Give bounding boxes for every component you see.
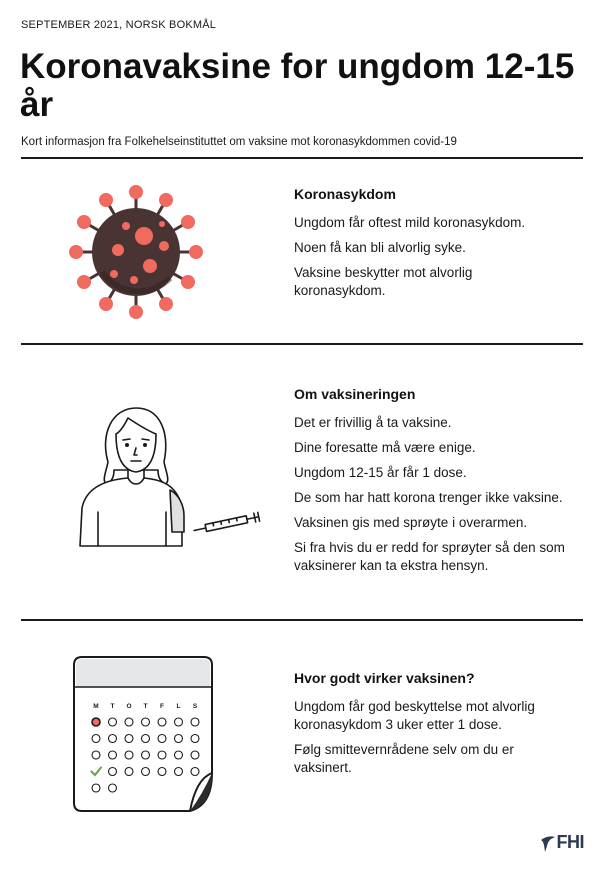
section-heading: Koronasykdom (294, 186, 396, 202)
section-paragraph: Noen få kan bli alvorlig syke. (294, 240, 466, 255)
section-om-vaksineringen (294, 386, 594, 582)
section-divider (21, 343, 583, 345)
calendar-day-marked (92, 718, 100, 726)
section-paragraph: De som har hatt korona trenger ikke vaksine. (294, 490, 563, 505)
section-paragraph: Vaksine beskytter mot alvorlig koronasykdom. (294, 265, 473, 298)
section-koronasykdom (294, 186, 594, 307)
calendar-weekday: T (110, 703, 115, 710)
section-paragraph: Ungdom 12-15 år får 1 dose. (294, 465, 467, 480)
section-heading: Hvor godt virker vaksinen? (294, 670, 475, 686)
calendar-weekday: M (93, 703, 99, 710)
calendar-weekday: T (143, 703, 148, 710)
section-paragraph: Si fra hvis du er redd for sprøyter så den som vaksinerer kan ta ekstra hensyn. (294, 540, 565, 573)
section-paragraph: Vaksinen gis med sprøyte i overarmen. (294, 515, 528, 530)
section-heading: Om vaksineringen (294, 386, 416, 402)
virus-icon (66, 182, 206, 327)
person-syringe-icon (74, 404, 274, 559)
fhi-logo (539, 832, 585, 853)
fhi-logo-text: FHI (556, 832, 584, 852)
section-paragraph: Ungdom får oftest mild koronasykdom. (294, 215, 526, 230)
calendar-icon (72, 655, 216, 820)
date-language-label: SEPTEMBER 2021, NORSK BOKMÅL (21, 19, 217, 31)
page-title: Koronavaksine for ungdom 12-15 år (20, 47, 575, 124)
calendar-weekday: F (160, 703, 164, 710)
section-paragraph: Det er frivillig å ta vaksine. (294, 415, 452, 430)
page-subtitle: Kort informasjon fra Folkehelseinstituttet om vaksine mot koronasykdommen covid-19 (21, 136, 457, 148)
section-paragraph: Dine foresatte må være enige. (294, 440, 476, 455)
fhi-logo-mark-icon (539, 833, 557, 853)
section-hvor-godt (294, 670, 594, 784)
calendar-weekday: L (176, 703, 181, 710)
section-divider (21, 157, 583, 159)
section-paragraph: Ungdom får god beskyttelse mot alvorlig koronasykdom 3 uker etter 1 dose. (294, 699, 535, 732)
section-paragraph: Følg smittevernrådene selv om du er vaksinert. (294, 742, 514, 775)
calendar-weekday: S (192, 703, 198, 710)
section-divider (21, 619, 583, 621)
calendar-weekday: O (126, 703, 132, 710)
